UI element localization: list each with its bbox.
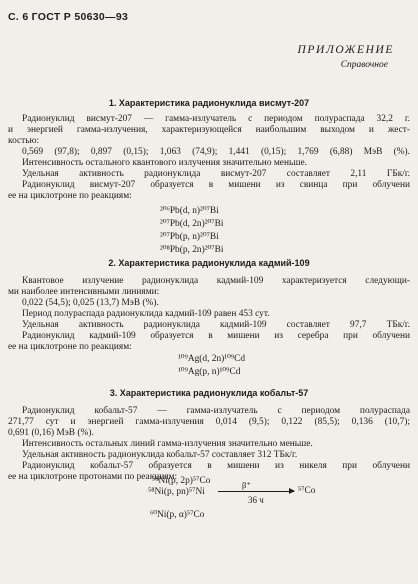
paragraph-line: Радионуклид висмут-207 — гамма-излучатель с периодом полураспада 32,2 г. <box>22 114 410 124</box>
reaction-formula: ¹⁰⁹Ag(p, n)¹⁰⁹Cd <box>178 367 241 377</box>
section-3-heading: 3. Характеристика радионуклида кобальт-57 <box>109 388 309 398</box>
paragraph-line: 271,77 сут и энергией гамма-излучения 0,014 (9,5); 0,122 (85,5); 0,136 (10,7); <box>8 417 410 427</box>
paragraph-line: 0,569 (97,8); 0,897 (0,15); 1,063 (74,9); 1,441 (0,15); 1,769 (6,88) МэВ (%). <box>22 147 410 157</box>
page-header: С. 6 ГОСТ Р 50630—93 <box>8 11 129 23</box>
paragraph-line: ее на циклотроне по реакциям: <box>8 342 132 352</box>
paragraph-line: 0,691 (0,16) МэВ (%). <box>8 428 94 438</box>
reaction-formula: ²⁰⁸Pb(p, 2n)²⁰⁷Bi <box>160 245 224 255</box>
section-2-heading: 2. Характеристика радионуклида кадмий-109 <box>108 258 310 268</box>
paragraph-line: Радионуклид кобальт-57 образуется в мишени из никеля при облучени <box>22 461 410 471</box>
reaction-formula: ⁶⁰Ni(p, α)⁵⁷Co <box>150 510 205 520</box>
reaction-formula: ²⁰⁷Pb(d, 2n)²⁰⁷Bi <box>160 219 224 229</box>
paragraph-line: Удельная активность радионуклида висмут-207 составляет 2,11 ГБк/г. <box>22 169 410 179</box>
paragraph-line: 0,022 (54,5); 0,025 (13,7) МэВ (%). <box>22 298 159 308</box>
reaction-formula: ⁵⁸Ni(p, 2p)⁵⁷Co <box>152 476 211 486</box>
appendix-title: ПРИЛОЖЕНИЕ <box>297 44 394 56</box>
paragraph-line: Квантовое излучение радионуклида кадмий-109 характеризуется следующи- <box>22 276 410 286</box>
half-life-label: 36 ч <box>248 495 264 505</box>
reaction-formula: ²⁰⁷Pb(p, n)²⁰⁷Bi <box>160 232 219 242</box>
paragraph-line: Удельная активность радионуклида кобальт-57 составляет 312 ТБк/г. <box>22 450 298 460</box>
reaction-formula: ¹⁰⁹Ag(d, 2n)¹⁰⁹Cd <box>178 354 246 364</box>
paragraph-line: Радионуклид висмут-207 образуется в мишени из свинца при облучени <box>22 180 410 190</box>
paragraph-line: ми наиболее интенсивными линиями: <box>8 287 160 297</box>
paragraph-line: ее на циклотроне по реакциям: <box>8 191 132 201</box>
appendix-subtitle: Справочное <box>340 60 388 70</box>
paragraph-line: костью: <box>8 136 40 146</box>
paragraph-line: Период полураспада радионуклида кадмий-109 равен 453 сут. <box>22 309 270 319</box>
paragraph-line: Интенсивность остальных линий гамма-излучения значительно меньше. <box>22 439 313 449</box>
decay-arrow <box>218 491 294 492</box>
paragraph-line: Радионуклид кадмий-109 образуется в мишени из серебра при облучени <box>22 331 410 341</box>
reaction-formula: ²⁰⁶Pb(d, n)²⁰⁷Bi <box>160 206 219 216</box>
beta-plus-label: β⁺ <box>242 480 251 490</box>
decay-product: ⁵⁷Co <box>298 486 316 496</box>
paragraph-line: Удельная активность радионуклида кадмий-109 составляет 97,7 ТБк/г. <box>22 320 410 330</box>
reaction-formula: ⁵⁸Ni(p, pn)⁵⁷Ni <box>148 487 205 497</box>
section-1-heading: 1. Характеристика радионуклида висмут-207 <box>108 98 310 108</box>
paragraph-line: и энергией гамма-излучения, характеризующейся наибольшим выходом и жест- <box>8 125 410 135</box>
paragraph-line: Интенсивность остального квантового излучения значительно меньше. <box>22 158 307 168</box>
paragraph-line: Радионуклид кобальт-57 — гамма-излучатель с периодом полураспада <box>22 406 410 416</box>
paragraph-line: ее на циклотроне протонами по реакциям: <box>8 472 178 482</box>
